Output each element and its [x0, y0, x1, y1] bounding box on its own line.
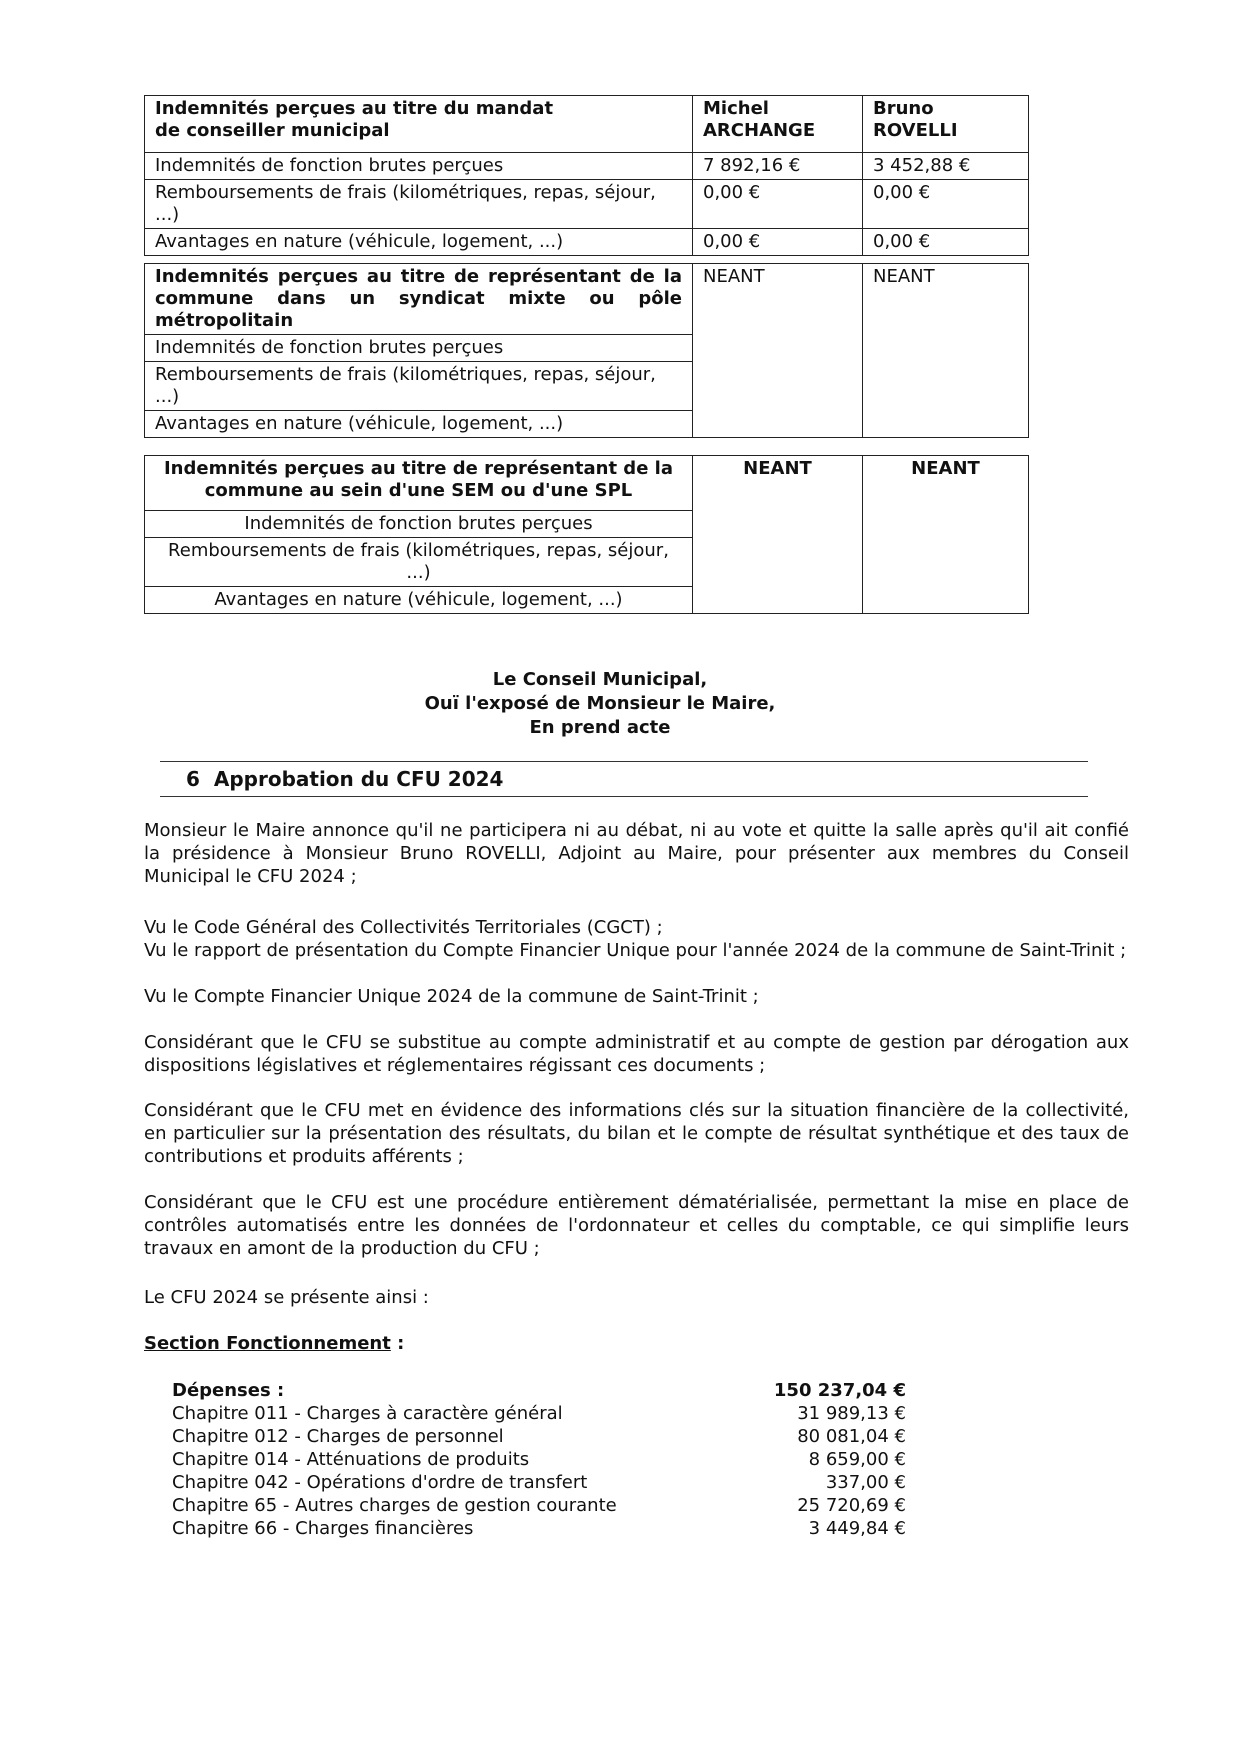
row-value-rovelli: 0,00 € [863, 229, 1029, 256]
paragraph-vu-rapport: Vu le rapport de présentation du Compte Financier Unique pour l'année 2024 de la commune de Saint-Trinit ; [144, 940, 1127, 961]
chapitre-amount: 8 659,00 € [808, 1449, 906, 1470]
table-header-row [145, 264, 1029, 335]
paragraph-considerant-3: Considérant que le CFU est une procédure entièrement dématérialisée, permettant la mise en place de contrôles automatisés entre les données de l'ordonnateur et celles du comptable, ce qui simplifie leurs travaux en amont de la production du CFU ; [144, 1192, 1129, 1259]
indemnites-conseiller-table [144, 95, 1029, 256]
chapitre-label: Chapitre 042 - Opérations d'ordre de transfert [172, 1472, 588, 1493]
row-label: Indemnités de fonction brutes perçues [145, 511, 693, 538]
paragraph-considerant-1: Considérant que le CFU se substitue au compte administratif et au compte de gestion par dérogation aux dispositions législatives et réglementaires régissant ces documents ; [144, 1032, 1129, 1076]
fonctionnement-title-text: Section Fonctionnement [144, 1333, 391, 1354]
chapitre-amount: 80 081,04 € [797, 1426, 906, 1447]
chapitre-amount: 31 989,13 € [797, 1403, 906, 1424]
table-header-label: Indemnités perçues au titre du mandat de conseiller municipal [145, 96, 693, 153]
depenses-list [172, 1379, 906, 1539]
row-value-archange: 7 892,16 € [693, 153, 863, 180]
depenses-label: Dépenses : [172, 1380, 285, 1401]
chapitre-label: Chapitre 012 - Charges de personnel [172, 1426, 504, 1447]
row-value-rovelli: 0,00 € [863, 180, 1029, 229]
neant-value-archange: NEANT [693, 264, 863, 438]
table-header-michel-archange: Michel ARCHANGE [693, 96, 863, 153]
section-number: 6 [186, 767, 200, 791]
section-fonctionnement-title [144, 1332, 404, 1355]
section-heading [186, 766, 503, 792]
council-statement [380, 668, 820, 740]
table-header-row [145, 96, 1029, 153]
depenses-total: 150 237,04 € [773, 1380, 906, 1401]
chapitre-label: Chapitre 65 - Autres charges de gestion courante [172, 1495, 617, 1516]
table-header-row [145, 456, 1029, 511]
council-line-1: Le Conseil Municipal, [492, 669, 708, 690]
neant-value-archange: NEANT [693, 456, 863, 614]
indemnites-syndicat-table [144, 263, 1029, 438]
row-label: Remboursements de frais (kilométriques, repas, séjour, ...) [145, 180, 693, 229]
row-label: Avantages en nature (véhicule, logement, ...) [145, 229, 693, 256]
row-label: Remboursements de frais (kilométriques, repas, séjour, ...) [145, 538, 693, 587]
section-rule-bottom [160, 796, 1088, 797]
table-row [145, 153, 1029, 180]
indemnites-sem-spl-table [144, 455, 1029, 614]
row-label: Avantages en nature (véhicule, logement, ...) [145, 587, 693, 614]
row-label: Indemnités de fonction brutes perçues [145, 335, 693, 362]
paragraph-cfu-presente: Le CFU 2024 se présente ainsi : [144, 1287, 429, 1308]
row-value-archange: 0,00 € [693, 180, 863, 229]
fonctionnement-title-suffix: : [390, 1333, 405, 1354]
chapitre-label: Chapitre 011 - Charges à caractère général [172, 1403, 563, 1424]
section-rule-top [160, 761, 1088, 762]
paragraph-vu-cgct: Vu le Code Général des Collectivités Territoriales (CGCT) ; [144, 917, 663, 938]
row-value-archange: 0,00 € [693, 229, 863, 256]
paragraph-considerant-2: Considérant que le CFU met en évidence des informations clés sur la situation financière de la collectivité, en particulier sur la présentation des résultats, du bilan et le compte de résultat synthétique et des taux de contributions et produits afférents ; [144, 1100, 1129, 1167]
row-label: Indemnités de fonction brutes perçues [145, 153, 693, 180]
council-line-2: Ouï l'exposé de Monsieur le Maire, [424, 693, 776, 714]
chapitre-amount: 25 720,69 € [797, 1495, 906, 1516]
table-row [145, 229, 1029, 256]
table-row [145, 180, 1029, 229]
council-line-3: En prend acte [529, 717, 671, 738]
chapitre-label: Chapitre 014 - Atténuations de produits [172, 1449, 530, 1470]
chapitre-amount: 337,00 € [825, 1472, 906, 1493]
neant-value-rovelli: NEANT [863, 456, 1029, 614]
chapitre-label: Chapitre 66 - Charges financières [172, 1518, 474, 1539]
table-header-bruno-rovelli: Bruno ROVELLI [863, 96, 1029, 153]
row-label: Remboursements de frais (kilométriques, repas, séjour, ...) [145, 362, 693, 411]
neant-value-rovelli: NEANT [863, 264, 1029, 438]
section-title: Approbation du CFU 2024 [213, 767, 504, 791]
paragraph-vu-cfu: Vu le Compte Financier Unique 2024 de la commune de Saint-Trinit ; [144, 986, 759, 1007]
table-header-label: Indemnités perçues au titre de représentant de la commune dans un syndicat mixte ou pôle métropolitain [145, 264, 693, 335]
row-value-rovelli: 3 452,88 € [863, 153, 1029, 180]
chapitre-amount: 3 449,84 € [808, 1518, 906, 1539]
table-header-label: Indemnités perçues au titre de représentant de la commune au sein d'une SEM ou d'une SPL [145, 456, 693, 511]
paragraph-intro: Monsieur le Maire annonce qu'il ne participera ni au débat, ni au vote et quitte la salle après qu'il ait confié la présidence à Monsieur Bruno ROVELLI, Adjoint au Maire, pour présenter aux membres du Conseil Municipal le CFU 2024 ; [144, 820, 1129, 887]
row-label: Avantages en nature (véhicule, logement, ...) [145, 411, 693, 438]
